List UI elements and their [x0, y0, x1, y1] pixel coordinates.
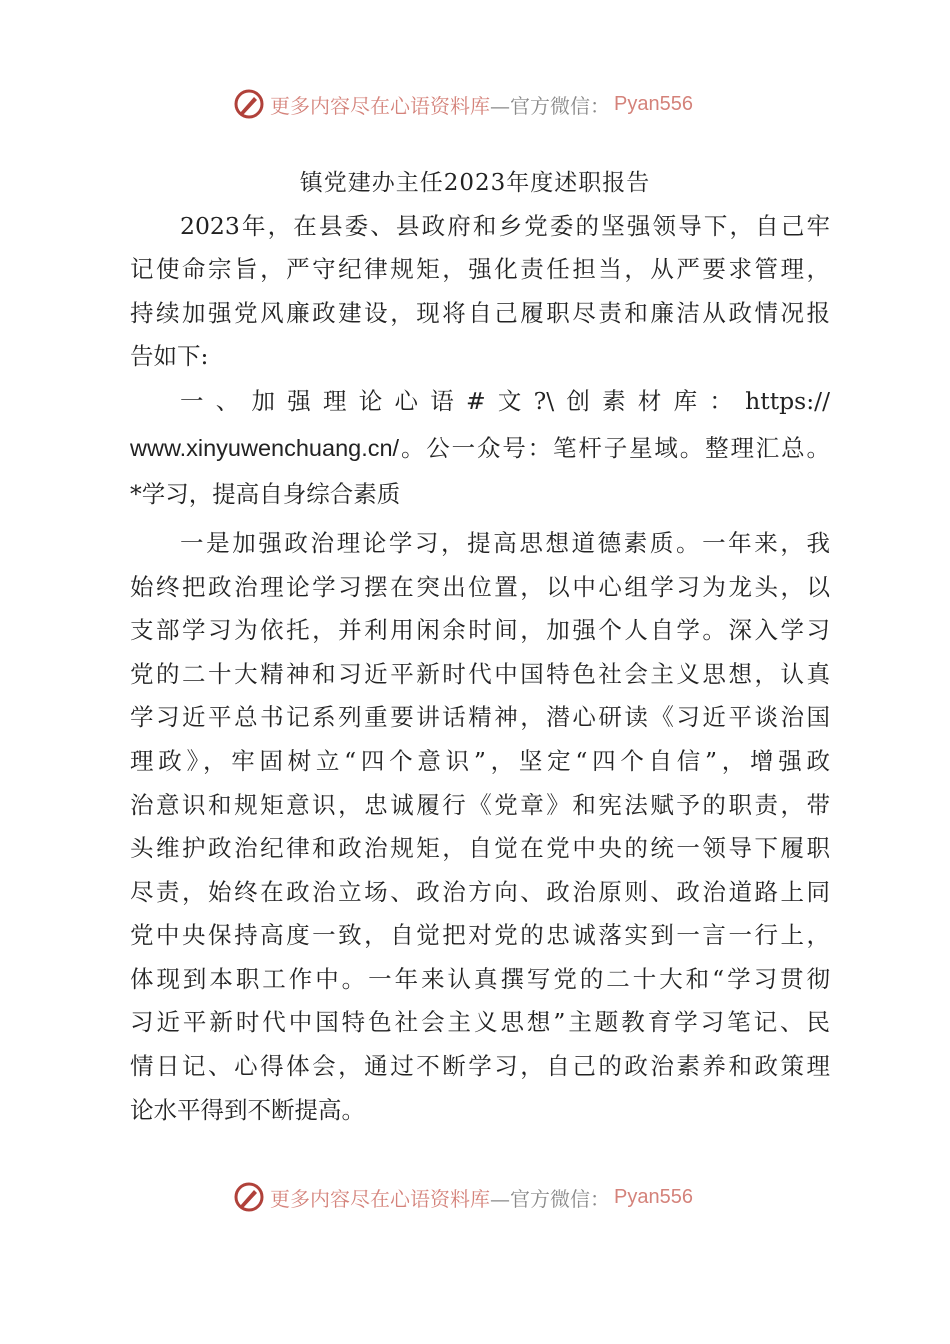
text-line: 情日记、心得体会，通过不断学习，自己的政治素养和政策理 — [130, 1052, 830, 1080]
text-line: 习近平新时代中国特色社会主义思想”主题教育学习笔记、民 — [130, 1008, 830, 1036]
text-line: 体现到本职工作中。一年来认真撰写党的二十大和“学习贯彻 — [130, 965, 830, 993]
text-line: 一是加强政治理论学习，提高思想道德素质。一年来，我 — [180, 529, 830, 557]
text-line: 党中央保持高度一致，自觉把对党的忠诚落实到一言一行上， — [130, 921, 830, 949]
watermark-sep: —官方微信： — [490, 1186, 610, 1211]
url-line: www.xinyuwenchuang.cn/。公一众号：笔杆子星域。整理汇总。 — [130, 435, 830, 461]
text-line: 治意识和规矩意识，忠诚履行《党章》和宪法赋予的职责，带 — [130, 791, 830, 819]
watermark-sep: —官方微信： — [490, 93, 610, 118]
text-line: 支部学习为依托，并利用闲余时间，加强个人自学。深入学习 — [130, 616, 830, 644]
text-line: 党的二十大精神和习近平新时代中国特色社会主义思想，认真 — [130, 660, 830, 688]
text-line: 尽责，始终在政治立场、政治方向、政治原则、政治道路上同 — [130, 878, 830, 906]
text-line: 2023年，在县委、县政府和乡党委的坚强领导下，自己牢 — [180, 212, 830, 240]
text-line: 记使命宗旨，严守纪律规矩，强化责任担当，从严要求管理， — [130, 255, 830, 283]
footer-watermark — [232, 1179, 693, 1215]
section-heading-line: 一、加强理论心语#文?\创素材库：https:// — [180, 387, 830, 415]
text-line: 论水平得到不断提高。 — [130, 1096, 365, 1124]
section-heading-line: *学习，提高自身综合素质 — [130, 480, 401, 508]
text-line: 始终把政治理论学习摆在突出位置，以中心组学习为龙头，以 — [130, 573, 830, 601]
watermark-site: 更多内容尽在心语资料库 — [270, 1186, 490, 1211]
text-line: 头维护政治纪律和政治规矩，自觉在党中央的统一领导下履职 — [130, 834, 830, 862]
text-line: 理政》，牢固树立“四个意识”，坚定“四个自信”，增强政 — [130, 747, 830, 775]
watermark-wechat: Pyan556 — [614, 92, 693, 115]
watermark-wechat: Pyan556 — [614, 1185, 693, 1208]
text-line: 告如下: — [130, 342, 209, 370]
pen-logo-icon — [232, 87, 266, 121]
document-title: 镇党建办主任2023年度述职报告 — [299, 170, 651, 196]
watermark-site: 更多内容尽在心语资料库 — [270, 93, 490, 118]
header-watermark — [232, 86, 693, 122]
pen-logo-icon — [232, 1180, 266, 1214]
text-line: 学习近平总书记系列重要讲话精神，潜心研读《习近平谈治国 — [130, 703, 830, 731]
text-line: 持续加强党风廉政建设，现将自己履职尽责和廉洁从政情况报 — [130, 299, 830, 327]
